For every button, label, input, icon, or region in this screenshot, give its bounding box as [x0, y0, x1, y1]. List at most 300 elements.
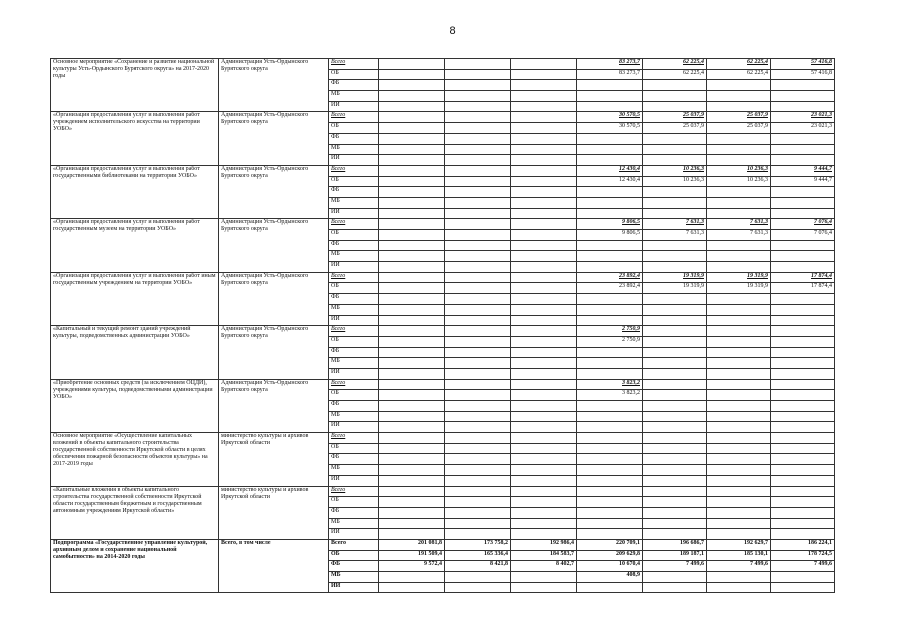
amount-cell [511, 294, 577, 305]
amount-cell [577, 101, 643, 112]
amount-cell [771, 529, 835, 540]
amount-cell [379, 454, 445, 465]
amount-cell [511, 368, 577, 379]
amount-cell [511, 208, 577, 219]
amount-cell [643, 326, 707, 337]
amount-cell [771, 208, 835, 219]
amount-cell [379, 80, 445, 91]
funding-source: ОБ [329, 123, 379, 134]
amount-cell [379, 326, 445, 337]
amount-cell [577, 497, 643, 508]
amount-cell [707, 336, 771, 347]
amount-cell [511, 358, 577, 369]
table-row [51, 326, 835, 337]
funding-source: Всего [329, 433, 379, 444]
amount-cell [445, 91, 511, 102]
amount-cell [511, 69, 577, 80]
funding-source: ИИ [329, 262, 379, 273]
amount-cell: 7 076,4 [771, 230, 835, 241]
amount-cell: 10 236,3 [643, 165, 707, 176]
amount-cell [643, 240, 707, 251]
amount-cell: 7 631,3 [643, 219, 707, 230]
amount-cell [445, 529, 511, 540]
amount-cell [445, 422, 511, 433]
amount-cell: 30 570,5 [577, 112, 643, 123]
amount-cell [577, 507, 643, 518]
amount-cell [771, 582, 835, 593]
funding-source: ИИ [329, 422, 379, 433]
amount-cell [445, 187, 511, 198]
amount-cell: 2 750,9 [577, 326, 643, 337]
amount-cell: 57 416,8 [771, 59, 835, 70]
amount-cell [379, 101, 445, 112]
table-row [51, 59, 835, 70]
amount-cell: 191 509,4 [379, 550, 445, 561]
amount-cell [511, 240, 577, 251]
amount-cell: 184 583,7 [511, 550, 577, 561]
amount-cell [379, 272, 445, 283]
amount-cell [643, 133, 707, 144]
amount-cell [643, 315, 707, 326]
activity-name: «Организация предоставления услуг и выполнения работ учреждением исполнительского искусства на территории УОБО» [51, 112, 219, 165]
amount-cell: 7 631,3 [707, 230, 771, 241]
amount-cell [577, 251, 643, 262]
funding-source: Всего [329, 219, 379, 230]
activity-name: Подпрограмма «Государственное управление культурой, архивным делом и сохранение национальной самобытности» на 2014-2020 годы [51, 539, 219, 592]
amount-cell [643, 401, 707, 412]
amount-cell [511, 272, 577, 283]
funding-source: МБ [329, 251, 379, 262]
amount-cell: 209 629,8 [577, 550, 643, 561]
amount-cell [643, 379, 707, 390]
amount-cell: 25 037,9 [643, 123, 707, 134]
amount-cell [771, 368, 835, 379]
amount-cell [771, 240, 835, 251]
amount-cell: 10 236,3 [707, 165, 771, 176]
amount-cell [707, 475, 771, 486]
amount-cell [707, 422, 771, 433]
amount-cell [379, 411, 445, 422]
amount-cell [445, 326, 511, 337]
amount-cell [445, 433, 511, 444]
funding-source: МБ [329, 411, 379, 422]
amount-cell [511, 336, 577, 347]
funding-source: ФБ [329, 187, 379, 198]
amount-cell: 25 037,9 [707, 123, 771, 134]
amount-cell [445, 208, 511, 219]
amount-cell [379, 112, 445, 123]
amount-cell [707, 101, 771, 112]
table-row [51, 379, 835, 390]
amount-cell [511, 197, 577, 208]
amount-cell [707, 326, 771, 337]
amount-cell [771, 262, 835, 273]
amount-cell [445, 465, 511, 476]
amount-cell: 7 631,3 [643, 230, 707, 241]
amount-cell [577, 368, 643, 379]
amount-cell [511, 155, 577, 166]
amount-cell [707, 411, 771, 422]
executor: Администрация Усть-Ордынского Бурятского округа [219, 165, 329, 218]
amount-cell [379, 219, 445, 230]
amount-cell [643, 390, 707, 401]
amount-cell [511, 433, 577, 444]
amount-cell: 19 319,9 [643, 272, 707, 283]
amount-cell [643, 422, 707, 433]
amount-cell [771, 347, 835, 358]
amount-cell [445, 251, 511, 262]
amount-cell [771, 433, 835, 444]
amount-cell: 23 892,4 [577, 272, 643, 283]
funding-source: МБ [329, 358, 379, 369]
amount-cell [643, 507, 707, 518]
funding-source: МБ [329, 518, 379, 529]
amount-cell [643, 347, 707, 358]
funding-source: ОБ [329, 550, 379, 561]
activity-name: «Организация предоставления услуг и выполнения работ государственными библиотеками на территории УОБО» [51, 165, 219, 218]
funding-source: МБ [329, 572, 379, 583]
amount-cell [445, 304, 511, 315]
activity-name: Основное мероприятие «Сохранение и развитие национальной культуры Усть-Ордынского Бурятского округа» на 2017-2020 годы [51, 59, 219, 112]
amount-cell [511, 454, 577, 465]
amount-cell [707, 144, 771, 155]
amount-cell [445, 401, 511, 412]
amount-cell: 178 724,5 [771, 550, 835, 561]
executor: Администрация Усть-Ордынского Бурятского округа [219, 379, 329, 432]
amount-cell [643, 454, 707, 465]
amount-cell [379, 240, 445, 251]
amount-cell [771, 465, 835, 476]
amount-cell [445, 176, 511, 187]
amount-cell [707, 529, 771, 540]
executor: Администрация Усть-Ордынского Бурятского округа [219, 59, 329, 112]
activity-name: «Капитальный и текущий ремонт зданий учреждений культуры, подведомственных администрации УОБО» [51, 326, 219, 379]
table-row [51, 272, 835, 283]
amount-cell [643, 497, 707, 508]
amount-cell [379, 165, 445, 176]
amount-cell [577, 315, 643, 326]
amount-cell: 62 225,4 [643, 69, 707, 80]
activity-name: «Организация предоставления услуг и выполнения работ государственным музеем на территории УОБО» [51, 219, 219, 272]
amount-cell [445, 272, 511, 283]
amount-cell [577, 358, 643, 369]
amount-cell [771, 101, 835, 112]
amount-cell [445, 454, 511, 465]
amount-cell: 83 273,7 [577, 69, 643, 80]
amount-cell [379, 379, 445, 390]
amount-cell [511, 443, 577, 454]
amount-cell [379, 507, 445, 518]
amount-cell: 12 430,4 [577, 165, 643, 176]
amount-cell [511, 176, 577, 187]
amount-cell [771, 507, 835, 518]
funding-source: МБ [329, 304, 379, 315]
amount-cell [379, 401, 445, 412]
amount-cell [707, 401, 771, 412]
amount-cell [707, 347, 771, 358]
amount-cell: 10 236,3 [707, 176, 771, 187]
amount-cell [771, 197, 835, 208]
amount-cell [707, 251, 771, 262]
executor: Администрация Усть-Ордынского Бурятского округа [219, 112, 329, 165]
executor: Администрация Усть-Ордынского Бурятского округа [219, 326, 329, 379]
amount-cell [511, 518, 577, 529]
amount-cell: 25 037,9 [707, 112, 771, 123]
amount-cell [445, 572, 511, 583]
amount-cell [379, 433, 445, 444]
amount-cell [445, 144, 511, 155]
amount-cell [379, 262, 445, 273]
amount-cell [445, 123, 511, 134]
amount-cell [445, 347, 511, 358]
amount-cell [511, 475, 577, 486]
amount-cell [707, 208, 771, 219]
amount-cell [445, 315, 511, 326]
amount-cell [511, 91, 577, 102]
amount-cell [445, 507, 511, 518]
amount-cell [445, 443, 511, 454]
funding-source: ОБ [329, 336, 379, 347]
funding-source: МБ [329, 197, 379, 208]
amount-cell [511, 304, 577, 315]
amount-cell [379, 315, 445, 326]
amount-cell [643, 101, 707, 112]
amount-cell [511, 144, 577, 155]
amount-cell [771, 304, 835, 315]
amount-cell [707, 197, 771, 208]
amount-cell: 8 402,7 [511, 561, 577, 572]
amount-cell [771, 454, 835, 465]
amount-cell [707, 390, 771, 401]
funding-source: Всего [329, 165, 379, 176]
amount-cell [577, 262, 643, 273]
amount-cell: 192 986,4 [511, 539, 577, 550]
amount-cell [643, 251, 707, 262]
amount-cell [379, 155, 445, 166]
amount-cell: 3 823,2 [577, 390, 643, 401]
amount-cell [771, 401, 835, 412]
amount-cell [643, 368, 707, 379]
funding-source: ОБ [329, 69, 379, 80]
amount-cell [707, 262, 771, 273]
amount-cell [445, 155, 511, 166]
amount-cell [577, 208, 643, 219]
amount-cell [577, 80, 643, 91]
amount-cell [643, 155, 707, 166]
amount-cell [445, 518, 511, 529]
amount-cell [643, 529, 707, 540]
amount-cell [577, 133, 643, 144]
funding-source: ФБ [329, 347, 379, 358]
amount-cell [445, 368, 511, 379]
amount-cell [577, 347, 643, 358]
amount-cell [771, 475, 835, 486]
amount-cell [771, 326, 835, 337]
amount-cell [445, 197, 511, 208]
amount-cell [511, 230, 577, 241]
amount-cell [643, 80, 707, 91]
amount-cell [445, 80, 511, 91]
amount-cell [577, 443, 643, 454]
amount-cell [771, 80, 835, 91]
amount-cell [445, 379, 511, 390]
amount-cell [445, 390, 511, 401]
amount-cell [771, 518, 835, 529]
amount-cell [707, 497, 771, 508]
amount-cell: 23 021,3 [771, 123, 835, 134]
amount-cell [379, 368, 445, 379]
amount-cell [511, 390, 577, 401]
executor: министерство культуры и архивов Иркутской области [219, 486, 329, 539]
amount-cell [771, 294, 835, 305]
amount-cell [577, 304, 643, 315]
page-number: 8 [449, 25, 456, 37]
amount-cell: 7 499,6 [707, 561, 771, 572]
amount-cell [445, 582, 511, 593]
amount-cell: 220 709,1 [577, 539, 643, 550]
amount-cell [643, 518, 707, 529]
amount-cell [379, 197, 445, 208]
amount-cell [577, 465, 643, 476]
amount-cell [577, 240, 643, 251]
funding-source: ФБ [329, 401, 379, 412]
amount-cell [445, 262, 511, 273]
amount-cell [771, 486, 835, 497]
amount-cell [771, 336, 835, 347]
amount-cell [511, 315, 577, 326]
funding-source: Всего [329, 59, 379, 70]
funding-source: ИИ [329, 475, 379, 486]
amount-cell: 10 670,4 [577, 561, 643, 572]
amount-cell [511, 507, 577, 518]
amount-cell: 62 225,4 [707, 69, 771, 80]
amount-cell [707, 358, 771, 369]
amount-cell: 9 806,5 [577, 219, 643, 230]
amount-cell [379, 251, 445, 262]
table-row [51, 165, 835, 176]
amount-cell [511, 283, 577, 294]
funding-source: ФБ [329, 240, 379, 251]
amount-cell [445, 336, 511, 347]
amount-cell [379, 144, 445, 155]
amount-cell [511, 379, 577, 390]
amount-cell [511, 529, 577, 540]
amount-cell [771, 91, 835, 102]
amount-cell [643, 411, 707, 422]
amount-cell [707, 443, 771, 454]
amount-cell [771, 251, 835, 262]
amount-cell: 19 319,9 [707, 283, 771, 294]
amount-cell [445, 294, 511, 305]
amount-cell: 7 499,6 [771, 561, 835, 572]
amount-cell [577, 197, 643, 208]
table-row [51, 433, 835, 444]
amount-cell: 30 570,5 [577, 123, 643, 134]
amount-cell: 196 686,7 [643, 539, 707, 550]
funding-source: ОБ [329, 176, 379, 187]
funding-source: МБ [329, 91, 379, 102]
amount-cell [577, 294, 643, 305]
amount-cell: 23 892,4 [577, 283, 643, 294]
amount-cell [643, 465, 707, 476]
amount-cell: 62 225,4 [643, 59, 707, 70]
amount-cell [379, 294, 445, 305]
amount-cell [707, 518, 771, 529]
amount-cell [511, 165, 577, 176]
amount-cell: 186 224,1 [771, 539, 835, 550]
amount-cell [379, 497, 445, 508]
amount-cell [577, 422, 643, 433]
amount-cell [445, 112, 511, 123]
amount-cell [643, 486, 707, 497]
amount-cell [771, 155, 835, 166]
executor: Всего, в том числе [219, 539, 329, 592]
funding-source: Всего [329, 272, 379, 283]
amount-cell [771, 572, 835, 583]
amount-cell [643, 304, 707, 315]
amount-cell [643, 582, 707, 593]
funding-source: МБ [329, 465, 379, 476]
amount-cell: 7 076,4 [771, 219, 835, 230]
amount-cell [379, 582, 445, 593]
amount-cell [707, 315, 771, 326]
amount-cell [707, 507, 771, 518]
funding-source: ОБ [329, 283, 379, 294]
amount-cell [577, 518, 643, 529]
amount-cell [577, 144, 643, 155]
amount-cell [643, 336, 707, 347]
funding-source: ИИ [329, 582, 379, 593]
activity-name: «Приобретение основных средств (за исключением ОЦДИ), учреждениями культуры, подведомственными администрации УОБО» [51, 379, 219, 432]
amount-cell [511, 497, 577, 508]
amount-cell [707, 582, 771, 593]
amount-cell [643, 262, 707, 273]
funding-source: ФБ [329, 454, 379, 465]
amount-cell [643, 294, 707, 305]
amount-cell [445, 59, 511, 70]
amount-cell [379, 230, 445, 241]
amount-cell [707, 91, 771, 102]
funding-source: ОБ [329, 230, 379, 241]
funding-source: МБ [329, 144, 379, 155]
amount-cell: 9 806,5 [577, 230, 643, 241]
amount-cell [379, 208, 445, 219]
amount-cell: 83 273,7 [577, 59, 643, 70]
amount-cell [643, 475, 707, 486]
amount-cell: 12 430,4 [577, 176, 643, 187]
amount-cell [577, 91, 643, 102]
amount-cell [445, 240, 511, 251]
amount-cell [445, 219, 511, 230]
amount-cell [379, 443, 445, 454]
amount-cell [511, 486, 577, 497]
amount-cell: 3 823,2 [577, 379, 643, 390]
activity-name: «Капитальные вложения в объекты капитального строительства государственной собственности Иркутской области государственным бюджетным и государственным автономным учреждениям Иркутской области» [51, 486, 219, 539]
amount-cell [707, 454, 771, 465]
amount-cell [707, 240, 771, 251]
amount-cell [379, 283, 445, 294]
amount-cell [643, 358, 707, 369]
amount-cell [511, 572, 577, 583]
funding-source: ОБ [329, 497, 379, 508]
amount-cell [771, 187, 835, 198]
amount-cell [643, 443, 707, 454]
amount-cell [771, 379, 835, 390]
amount-cell [511, 401, 577, 412]
amount-cell [771, 443, 835, 454]
amount-cell: 17 874,4 [771, 283, 835, 294]
amount-cell [771, 358, 835, 369]
